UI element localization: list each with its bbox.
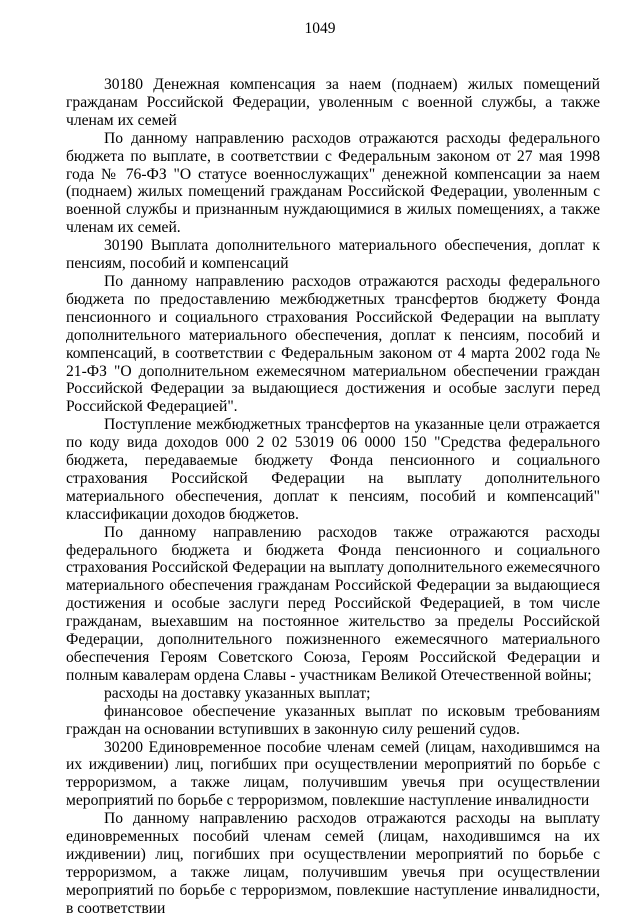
- paragraph-30200-description: По данному направлению расходов отражаются расходы на выплату единовременных пособий членам семей (лицам, находившимся на их иждивении) лиц, погибших при осуществлении мероприятий по борьбе с терроризмом, а также лицам, получившим увечья при осуществлении мероприятий по борьбе с терроризмом, повлекшие наступление инвалидности, в соответствии: [66, 810, 600, 917]
- page-body: [66, 76, 600, 918]
- heading-30200: 30200 Единовременное пособие членам семей (лицам, находившимся на их иждивении) лиц, погибших при осуществлении мероприятий по борьбе с терроризмом, а также лицам, получившим увечья при осуществлении мероприятий по борьбе с терроризмом, повлекшие наступление инвалидности: [66, 738, 600, 810]
- page-number: 1049: [304, 20, 336, 37]
- heading-30190: 30190 Выплата дополнительного материального обеспечения, доплат к пенсиям, пособий и компенсаций: [66, 237, 600, 273]
- paragraph-30190-delivery: расходы на доставку указанных выплат;: [104, 684, 371, 702]
- paragraph-30180-description: По данному направлению расходов отражаются расходы федерального бюджета по выплате, в соответствии с Федеральным законом от 27 мая 1998 года № 76-ФЗ "О статусе военнослужащих" денежной компенсации за наем (поднаем) жилых помещений гражданам Российской Федерации, уволенным с военной службы и признанным нуждающимися в жилых помещениях, а также членам их семей.: [66, 129, 600, 237]
- paragraph-30190-income-code: Поступление межбюджетных трансфертов на указанные цели отражается по коду вида доходов 000 2 02 53019 06 0000 150 "Средства федерального бюджета, передаваемые бюджету Фонда пенсионного и социального страхования Российской Федерации на выплату дополнительного материального обеспечения, доплат к пенсиям, пособий и компенсаций" классификации доходов бюджетов.: [66, 416, 600, 523]
- paragraph-30190-court: финансовое обеспечение указанных выплат по исковым требованиям граждан на основании вступивших в законную силу решений судов.: [66, 702, 600, 738]
- paragraph-30190-description: По данному направлению расходов отражаются расходы федерального бюджета по предоставлению межбюджетных трансфертов бюджету Фонда пенсионного и социального страхования Российской Федерации на выплату дополнительного материального обеспечения, доплат к пенсиям, пособий и компенсаций, в соответствии с Федеральным законом от 4 марта 2002 года № 21-ФЗ "О дополнительном ежемесячном материальном обеспечении граждан Российской Федерации за выдающиеся достижения и особые заслуги перед Российской Федерацией".: [66, 272, 600, 416]
- heading-30180: 30180 Денежная компенсация за наем (поднаем) жилых помещений гражданам Российской Федерации, уволенным с военной службы, а также членам их семей: [66, 76, 600, 129]
- paragraph-30190-additional: По данному направлению расходов также отражаются расходы федерального бюджета и бюджета Фонда пенсионного и социального страхования Российской Федерации на выплату дополнительного ежемесячного материального обеспечения гражданам Российской Федерации за выдающиеся достижения и особые заслуги перед Российской Федерацией, в том числе гражданам, выехавшим на постоянное жительство за пределы Российской Федерации, дополнительного пожизненного ежемесячного материального обеспечения Героям Советского Союза, Героям Российской Федерации и полным кавалерам ордена Славы - участникам Великой Отечественной войны;: [66, 523, 600, 684]
